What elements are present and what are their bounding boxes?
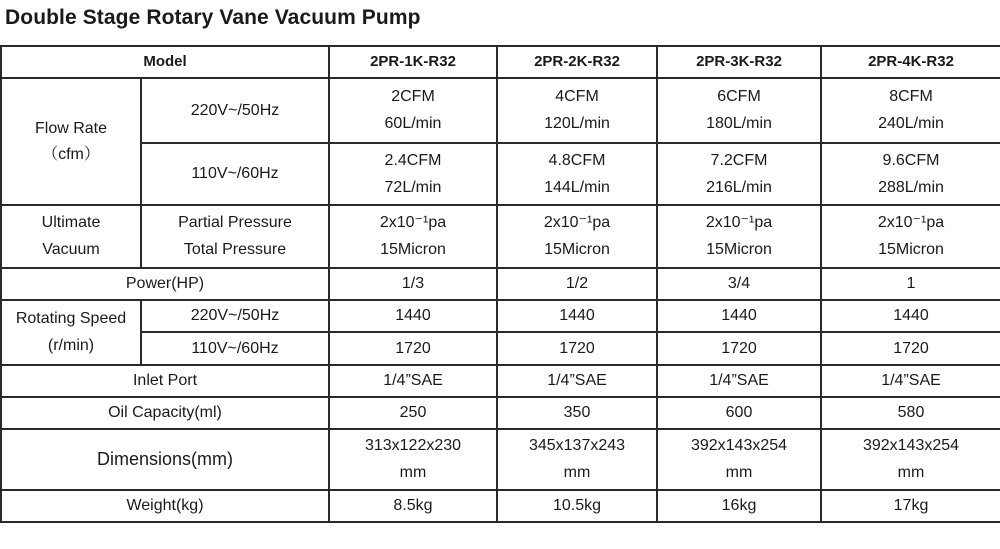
partial-pressure-label: Partial Pressure (178, 214, 292, 232)
partial-pressure-value: 2x10⁻¹pa (543, 214, 611, 232)
pressure-labels (141, 205, 329, 268)
speed-value: 1440 (657, 300, 821, 332)
flow-lmin: 120L/min (544, 115, 610, 133)
ultimate-vacuum-label (1, 205, 141, 268)
oil-capacity-value: 350 (497, 397, 657, 429)
flow-cell (329, 143, 497, 206)
inlet-port-value: 1/4”SAE (821, 365, 1000, 397)
dimensions-row (1, 429, 1000, 490)
rotating-speed-label-line2: (r/min) (47, 336, 95, 354)
dimensions-size: 313x122x230 (364, 437, 462, 455)
model-header: Model (1, 46, 329, 78)
power-label: Power(HP) (1, 268, 329, 300)
model-name: 2PR-2K-R32 (497, 46, 657, 78)
partial-pressure-value: 2x10⁻¹pa (379, 214, 447, 232)
flow-cfm: 4.8CFM (548, 151, 606, 169)
rotating-speed-label-line1: Rotating Speed (15, 310, 127, 328)
speed-value: 1720 (821, 332, 1000, 364)
flow-rate-label-line1: Flow Rate (34, 119, 108, 137)
header-row (1, 46, 1000, 78)
partial-pressure-value: 2x10⁻¹pa (705, 214, 773, 232)
dimensions-cell (329, 429, 497, 490)
speed-value: 1720 (329, 332, 497, 364)
power-value: 1/2 (497, 268, 657, 300)
weight-value: 17kg (821, 490, 1000, 522)
spec-table (0, 45, 1000, 523)
flow-lmin: 72L/min (384, 178, 442, 196)
inlet-port-row (1, 365, 1000, 397)
dimensions-unit: mm (897, 463, 925, 481)
flow-lmin: 288L/min (878, 178, 944, 196)
power-value: 3/4 (657, 268, 821, 300)
flow-rate-label (1, 78, 141, 205)
weight-row (1, 490, 1000, 522)
weight-value: 16kg (657, 490, 821, 522)
flow-cfm: 7.2CFM (710, 151, 768, 169)
flow-lmin: 144L/min (544, 178, 610, 196)
flow-cfm: 2.4CFM (384, 151, 442, 169)
weight-value: 8.5kg (329, 490, 497, 522)
ultimate-vacuum-label-line1: Ultimate (41, 214, 101, 232)
dimensions-label: Dimensions(mm) (1, 429, 329, 490)
condition-label: 110V~/60Hz (141, 143, 329, 206)
dimensions-size: 392x143x254 (690, 437, 788, 455)
flow-cfm: 6CFM (717, 88, 761, 106)
flow-cell (821, 78, 1000, 143)
condition-label: 220V~/50Hz (141, 78, 329, 143)
total-pressure-value: 15Micron (544, 241, 610, 259)
flow-cell (497, 143, 657, 206)
ultimate-vacuum-label-line2: Vacuum (42, 241, 100, 259)
flow-cell (497, 78, 657, 143)
inlet-port-value: 1/4”SAE (657, 365, 821, 397)
page-title: Double Stage Rotary Vane Vacuum Pump (5, 6, 421, 29)
vacuum-cell (657, 205, 821, 268)
flow-cfm: 8CFM (889, 88, 933, 106)
condition-label: 220V~/50Hz (141, 300, 329, 332)
condition-label: 110V~/60Hz (141, 332, 329, 364)
dimensions-size: 392x143x254 (862, 437, 960, 455)
oil-capacity-value: 250 (329, 397, 497, 429)
oil-capacity-value: 580 (821, 397, 1000, 429)
ultimate-vacuum-row (1, 205, 1000, 268)
flow-cell (821, 143, 1000, 206)
oil-capacity-row (1, 397, 1000, 429)
weight-label: Weight(kg) (1, 490, 329, 522)
partial-pressure-value: 2x10⁻¹pa (877, 214, 945, 232)
speed-value: 1720 (497, 332, 657, 364)
flow-lmin: 180L/min (706, 115, 772, 133)
total-pressure-label: Total Pressure (183, 241, 287, 259)
flow-lmin: 216L/min (706, 178, 772, 196)
rotating-speed-row-220 (1, 300, 1000, 332)
vacuum-cell (821, 205, 1000, 268)
inlet-port-label: Inlet Port (1, 365, 329, 397)
speed-value: 1440 (821, 300, 1000, 332)
vacuum-cell (329, 205, 497, 268)
power-value: 1/3 (329, 268, 497, 300)
speed-value: 1720 (657, 332, 821, 364)
model-name: 2PR-4K-R32 (821, 46, 1000, 78)
speed-value: 1440 (329, 300, 497, 332)
flow-rate-row-110 (1, 143, 1000, 206)
power-value: 1 (821, 268, 1000, 300)
flow-cell (657, 78, 821, 143)
total-pressure-value: 15Micron (878, 241, 944, 259)
dimensions-size: 345x137x243 (528, 437, 626, 455)
rotating-speed-row-110 (1, 332, 1000, 364)
flow-lmin: 240L/min (878, 115, 944, 133)
inlet-port-value: 1/4”SAE (329, 365, 497, 397)
dimensions-cell (821, 429, 1000, 490)
dimensions-unit: mm (399, 463, 427, 481)
flow-cfm: 4CFM (555, 88, 599, 106)
total-pressure-value: 15Micron (380, 241, 446, 259)
flow-rate-label-line2: （cfm） (42, 146, 100, 164)
power-row (1, 268, 1000, 300)
flow-cell (329, 78, 497, 143)
dimensions-unit: mm (563, 463, 591, 481)
dimensions-cell (657, 429, 821, 490)
vacuum-cell (497, 205, 657, 268)
speed-value: 1440 (497, 300, 657, 332)
flow-rate-row-220 (1, 78, 1000, 143)
flow-cell (657, 143, 821, 206)
oil-capacity-label: Oil Capacity(ml) (1, 397, 329, 429)
flow-cfm: 2CFM (391, 88, 435, 106)
dimensions-cell (497, 429, 657, 490)
weight-value: 10.5kg (497, 490, 657, 522)
dimensions-unit: mm (725, 463, 753, 481)
oil-capacity-value: 600 (657, 397, 821, 429)
inlet-port-value: 1/4”SAE (497, 365, 657, 397)
model-name: 2PR-3K-R32 (657, 46, 821, 78)
total-pressure-value: 15Micron (706, 241, 772, 259)
rotating-speed-label (1, 300, 141, 365)
flow-cfm: 9.6CFM (882, 151, 940, 169)
flow-lmin: 60L/min (384, 115, 442, 133)
model-name: 2PR-1K-R32 (329, 46, 497, 78)
